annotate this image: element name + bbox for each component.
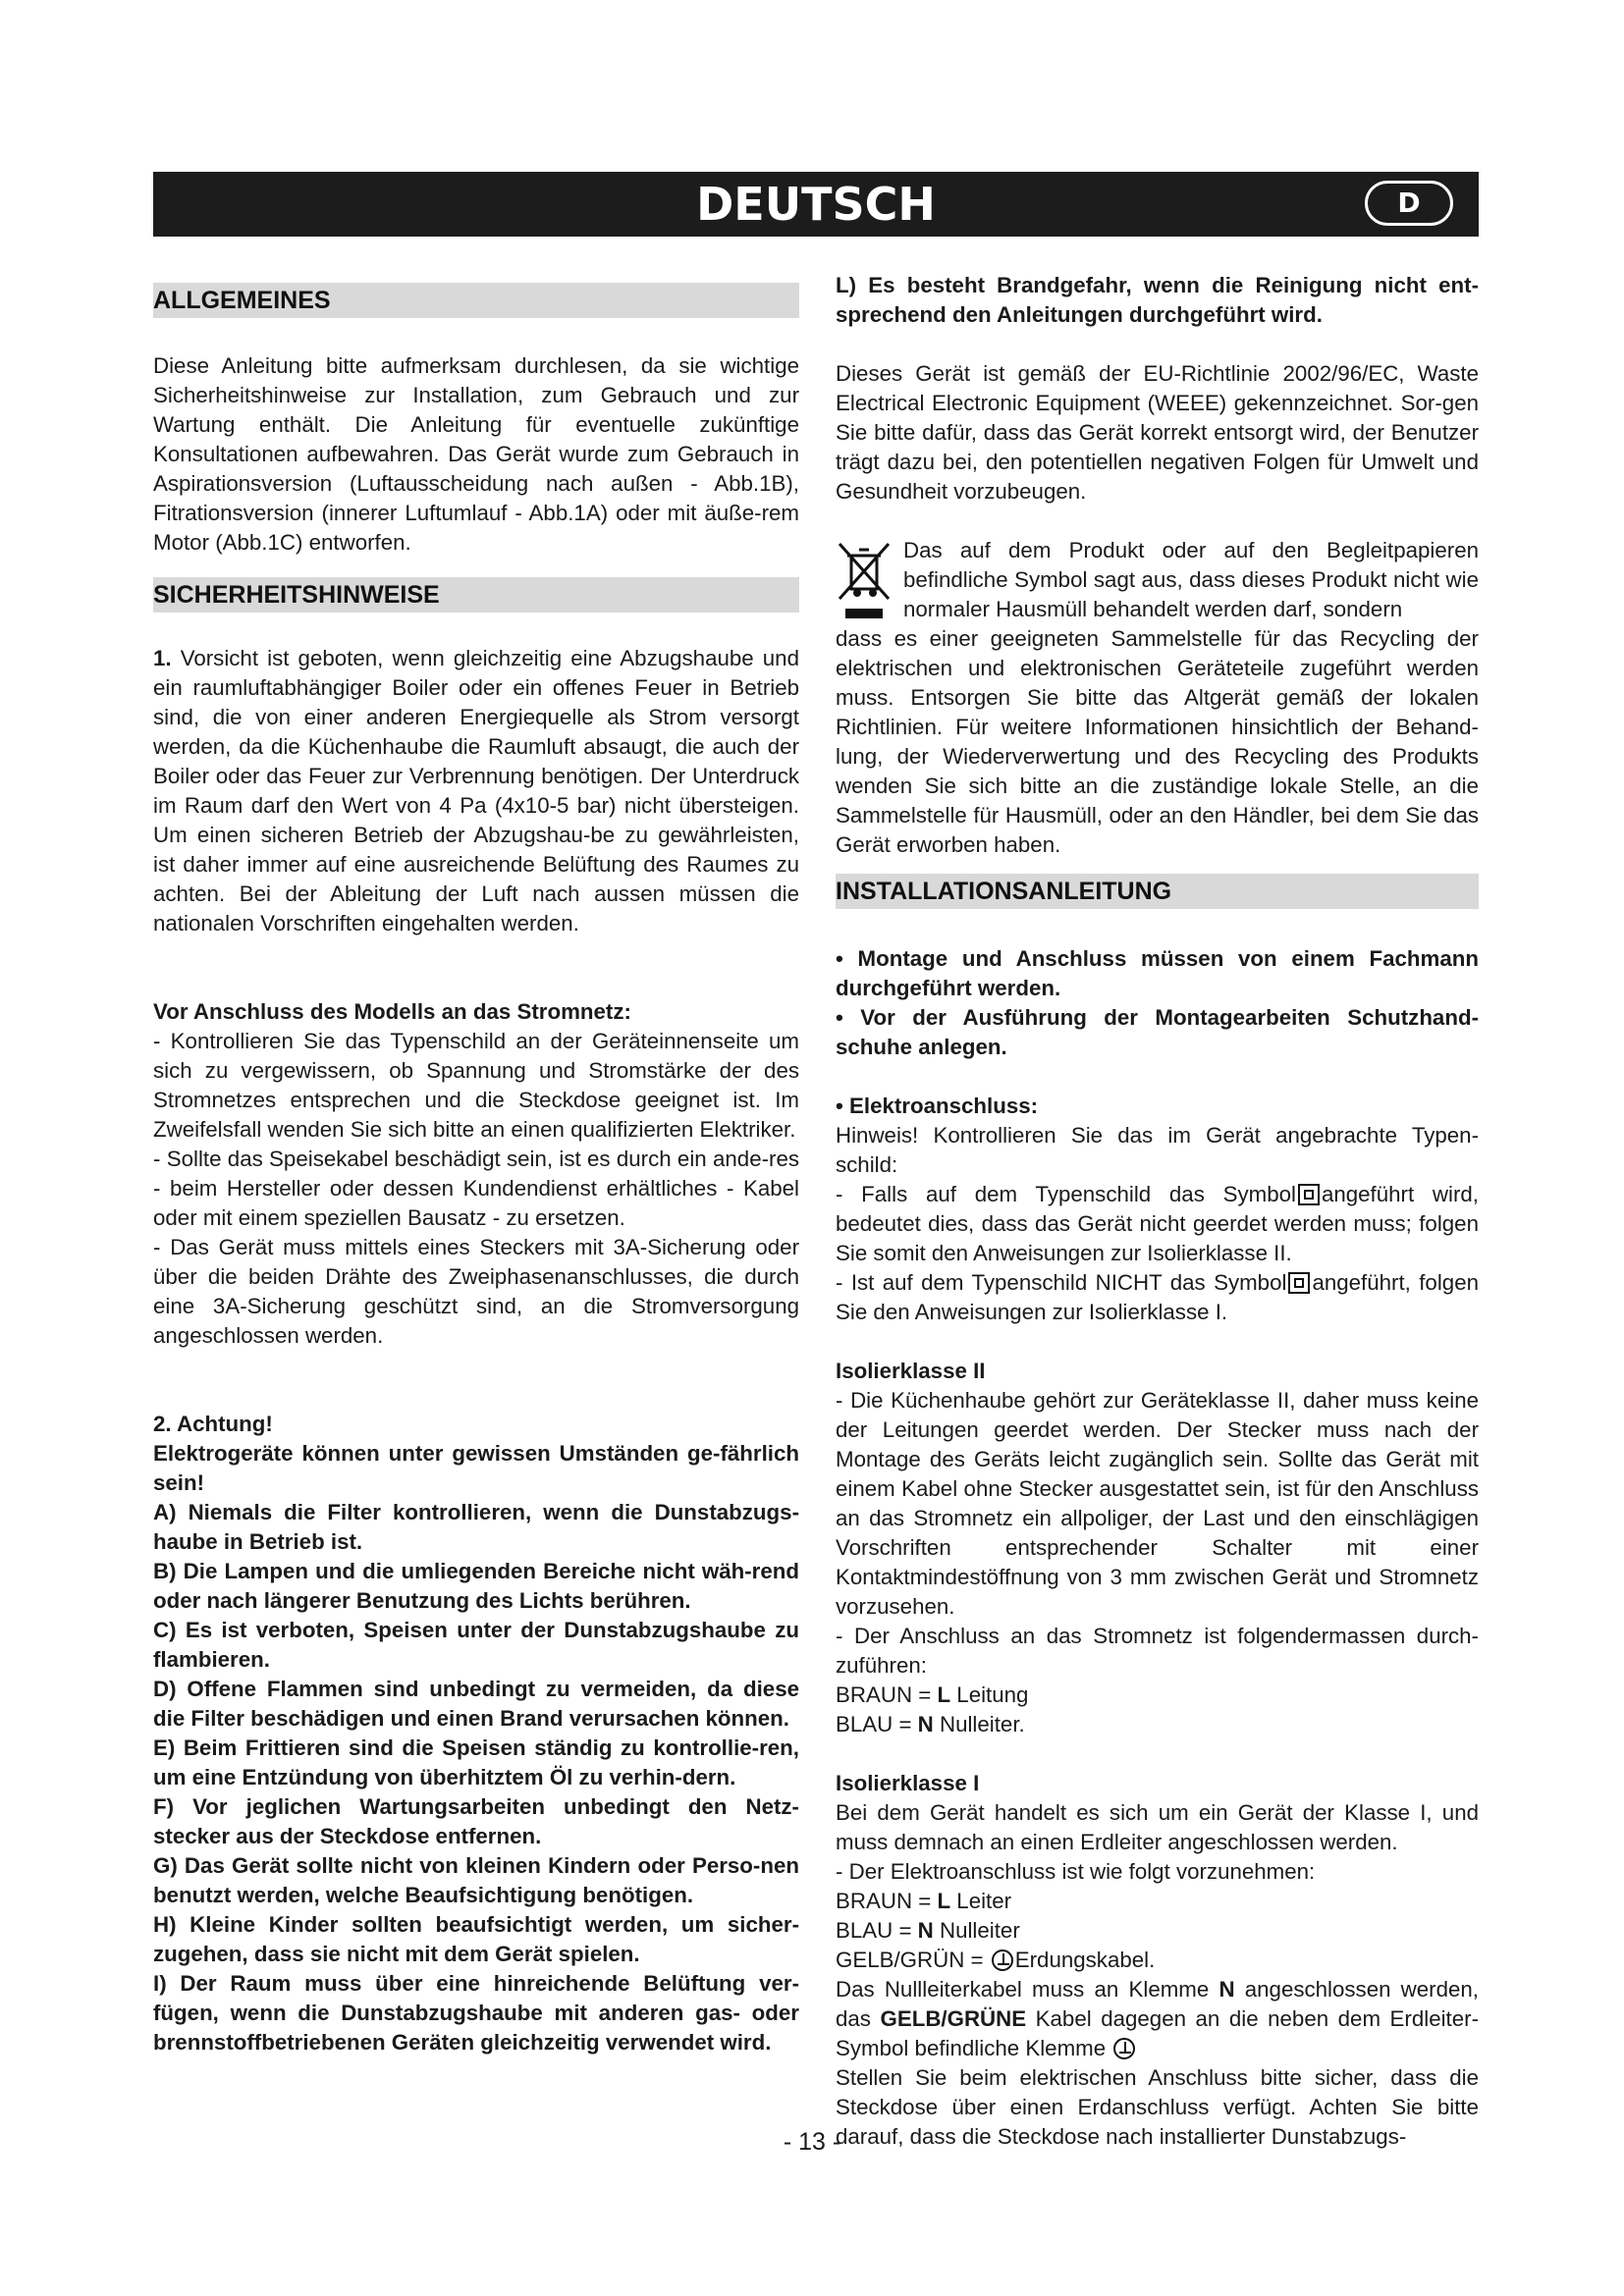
text-span: Leiter xyxy=(950,1889,1012,1913)
achtung-block xyxy=(153,1410,799,2057)
text-span: Das Nullleiterkabel muss an Klemme xyxy=(836,1977,1219,2002)
warning-item: I) Der Raum muss über eine hinreichende Belüftung ver-fügen, wenn die Dunstabzugshaube mit anderen gas- oder brennstoffbetriebenen Geräten gleichzeitig verwendet wird. xyxy=(153,1971,799,2055)
page-number: - 13 - xyxy=(783,2128,841,2156)
item-number: 1. xyxy=(153,646,172,670)
language-banner xyxy=(153,172,1479,237)
anschluss-heading: Vor Anschluss des Modells an das Stromnetz: xyxy=(153,999,631,1024)
section-heading-installation xyxy=(836,874,1479,909)
iso1-paragraph-2: - Der Elektroanschluss ist wie folgt vorzunehmen: xyxy=(836,1859,1316,1884)
text-span: BLAU = xyxy=(836,1918,918,1943)
warning-item: E) Beim Frittieren sind die Speisen ständig zu kontrollie-ren, um eine Entzündung von überhitztem Öl zu verhin-dern. xyxy=(153,1735,799,1789)
warning-item: H) Kleine Kinder sollten beaufsichtigt werden, um sicher-zugehen, dass sie nicht mit dem Gerät spielen. xyxy=(153,1912,799,1966)
class-ii-symbol-icon xyxy=(1288,1272,1310,1294)
warning-item: Elektrogeräte können unter gewissen Umständen ge-fährlich sein! xyxy=(153,1441,799,1495)
warning-item: A) Niemals die Filter kontrollieren, wenn die Dunstabzugs-haube in Betrieb ist. xyxy=(153,1500,799,1554)
text-span: N xyxy=(917,1918,934,1943)
elektro-paragraph-2 xyxy=(836,1180,1479,1268)
elektro-block xyxy=(836,1092,1479,1327)
text-span: N xyxy=(1218,1977,1235,2002)
warning-item: G) Das Gerät sollte nicht von kleinen Kindern oder Perso-nen benutzt werden, welche Beaufsichtigung benötigen. xyxy=(153,1853,799,1907)
warning-item: B) Die Lampen und die umliegenden Bereiche nicht wäh-rend oder nach längerer Benutzung des Lichts berühren. xyxy=(153,1559,799,1613)
paragraph-text: Das auf dem Produkt oder auf den Begleitpapieren befindliche Symbol sagt aus, dass dieses Produkt nicht wie normaler Hausmüll behandelt werden darf, sondern xyxy=(903,538,1479,621)
weee-paragraph-1 xyxy=(836,359,1479,507)
iso2-paragraph-2: - Der Anschluss an das Stromnetz ist folgendermassen durch-zuführen: xyxy=(836,1624,1479,1678)
earth-symbol-icon xyxy=(992,1949,1013,1971)
anschluss-paragraph-3: - Das Gerät muss mittels eines Steckers mit 3A-Sicherung oder über die beiden Drähte des Zweiphasenanschlusses, die durch eine 3A-Sicherung geschützt sind, an die Stromversorgung angeschlossen werden. xyxy=(153,1235,799,1348)
iso1-paragraph-4: Stellen Sie beim elektrischen Anschluss bitte sicher, dass die Steckdose über einen Erdanschluss verfügt. Achten Sie bitte darauf, dass die Steckdose nach installierter Dunstabzugs- xyxy=(836,2065,1479,2149)
anschluss-block xyxy=(153,997,799,1351)
earth-symbol-icon xyxy=(1113,2038,1135,2059)
text-span: - Falls auf dem Typenschild das Symbol xyxy=(836,1182,1296,1206)
anschluss-paragraph-2: - Sollte das Speisekabel beschädigt sein, ist es durch ein ande-res - beim Hersteller oder dessen Kundendienst erhältliches - Kabel oder mit einem speziellen Bausatz - zu ersetzen. xyxy=(153,1147,799,1230)
iso2-wire-blue xyxy=(836,1710,1479,1739)
weee-crossed-bin-icon xyxy=(836,538,894,624)
bullet-item: • Vor der Ausführung der Montagearbeiten Schutzhand-schuhe anlegen. xyxy=(836,1005,1479,1059)
text-span: Erdungskabel. xyxy=(1014,1948,1156,1972)
paragraph-text: Diese Anleitung bitte aufmerksam durchlesen, da sie wichtige Sicherheitshinweise zur Installation, zum Gebrauch und zur Wartung enthält. Die Anleitung für eventuelle zukünftige Konsultationen aufbewahren. Das Gerät wurde zum Gebrauch in Aspirationsversion (Luftausscheidung nach außen - Abb.1B), Fitrationsversion (innerer Luftumlauf - Abb.1A) oder mit äuße-rem Motor (Abb.1C) entworfen. xyxy=(153,353,799,555)
elektro-paragraph-1: Hinweis! Kontrollieren Sie das im Gerät angebrachte Typen-schild: xyxy=(836,1123,1479,1177)
paragraph-text: Dieses Gerät ist gemäß der EU-Richtlinie 2002/96/EC, Waste Electrical Electronic Equipment (WEEE) gekennzeichnet. Sor-gen Sie bitte dafür, dass das Gerät korrekt entsorgt wird, der Benutzer trägt dazu bei, den potentiellen negativen Folgen für Umwelt und Gesundheit vorzubeugen. xyxy=(836,361,1479,504)
safety-item-1 xyxy=(153,644,799,938)
section-heading-sicherheit xyxy=(153,577,799,613)
text-span: - Ist auf dem Typenschild NICHT das Symbol xyxy=(836,1270,1287,1295)
banner-title: DEUTSCH xyxy=(696,178,936,231)
iso1-wire-yellow-green xyxy=(836,1946,1479,1975)
iso1-wire-brown xyxy=(836,1887,1479,1916)
iso2-heading: Isolierklasse II xyxy=(836,1359,986,1383)
install-bullets xyxy=(836,944,1479,1062)
text-span: angeführt wird, bedeutet dies, dass das Gerät nicht geerdet werden muss; folgen Sie somit den Anweisungen zur Isolierklasse II. xyxy=(836,1182,1479,1265)
iso1-wire-blue xyxy=(836,1916,1479,1946)
anschluss-paragraph-1: - Kontrollieren Sie das Typenschild an der Geräteinnenseite um sich zu vergewissern, ob Spannung und Stromstärke der des Stromnetzes entsprechen und die Steckdose geeignet ist. Im Zweifelsfall wenden Sie sich bitte an einen qualifizierten Elektriker. xyxy=(153,1029,799,1142)
text-span: Nulleiter. xyxy=(933,1712,1025,1736)
warning-item: C) Es ist verboten, Speisen unter der Dunstabzugshaube zu flambieren. xyxy=(153,1618,799,1672)
iso1-paragraph-1: Bei dem Gerät handelt es sich um ein Gerät der Klasse I, und muss demnach an einen Erdleiter angeschlossen werden. xyxy=(836,1800,1479,1854)
elektro-heading: • Elektroanschluss: xyxy=(836,1094,1039,1118)
elektro-paragraph-3 xyxy=(836,1268,1479,1327)
section-heading-allgemeines xyxy=(153,283,799,318)
achtung-title: 2. Achtung! xyxy=(153,1412,273,1436)
section-heading-label: INSTALLATIONSANLEITUNG xyxy=(836,878,1172,905)
paragraph-text: dass es einer geeigneten Sammelstelle für das Recycling der elektrischen und elektronischen Geräteteile zugeführt werden muss. Entsorgen Sie bitte das Altgerät gemäß der lokalen Richtlinien. Für weitere Informationen hinsichtlich der Behand-lung, der Wiederverwertung und des Recycling des Produkts wenden Sie sich bitte an die zuständige lokale Stelle, an die Sammelstelle für Hausmüll, oder an den Händler, bei dem Sie das Gerät erworben haben. xyxy=(836,626,1479,857)
text-span: BLAU = xyxy=(836,1712,918,1736)
text-span: L xyxy=(937,1682,951,1707)
isolierklasse-ii-block xyxy=(836,1357,1479,1739)
section-heading-label: SICHERHEITSHINWEISE xyxy=(153,581,440,609)
warning-item-l xyxy=(836,271,1479,330)
text-span: BRAUN = xyxy=(836,1682,938,1707)
iso1-heading: Isolierklasse I xyxy=(836,1771,980,1795)
text-span: GELB/GRÜN = xyxy=(836,1948,990,1972)
text-span: Kabel dagegen an die neben dem Erdleiter-Symbol befindliche Klemme xyxy=(836,2006,1480,2060)
weee-paragraph-2-head xyxy=(903,536,1479,624)
class-ii-symbol-icon xyxy=(1298,1184,1320,1205)
iso1-paragraph-3 xyxy=(836,1975,1479,2063)
item-text: Vorsicht ist geboten, wenn gleichzeitig eine Abzugshaube und ein raumluftabhängiger Boiler oder ein offenes Feuer in Betrieb sind, die von einer anderen Energiequelle als Strom versorgt werden, da die Küchenhaube die Raumluft absaugt, die auch der Boiler oder das Feuer zur Verbrennung benötigen. Der Unterdruck im Raum darf den Wert von 4 Pa (4x10-5 bar) nicht übersteigen. Um einen sicheren Betrieb der Abzugshau-be zu gewährleisten, ist daher immer auf eine ausreichende Belüftung des Raumes zu achten. Bei der Ableitung der Luft nach aussen müssen die nationalen Vorschriften eingehalten werden. xyxy=(153,646,799,935)
language-badge: D xyxy=(1365,181,1453,226)
text-span: Leitung xyxy=(950,1682,1029,1707)
bullet-item: • Montage und Anschluss müssen von einem Fachmann durchgeführt werden. xyxy=(836,946,1479,1000)
text-span: angeschlossen werden, das xyxy=(836,1977,1480,2031)
warning-item: F) Vor jeglichen Wartungsarbeiten unbedingt den Netz-stecker aus der Steckdose entfernen. xyxy=(153,1794,799,1848)
iso2-wire-brown xyxy=(836,1681,1479,1710)
isolierklasse-i-block xyxy=(836,1769,1479,2152)
iso2-paragraph-1: - Die Küchenhaube gehört zur Geräteklasse II, daher muss keine der Leitungen geerdet werden. Der Stecker muss nach der Montage des Geräts leicht zugänglich sein. Sollte das Gerät mit einem Kabel ohne Stecker ausgestattet sein, ist für den Anschluss an das Stromnetz ein allpoliger, der Last und den einschlägigen Vorschriften entsprechender Schalter mit einer Kontaktmindestöffnung von 3 mm zwischen Gerät und Stromnetz vorzusehen. xyxy=(836,1388,1479,1619)
weee-paragraph-2-body xyxy=(836,624,1479,860)
text-span: GELB/GRÜNE xyxy=(880,2006,1027,2031)
text-span: Nulleiter xyxy=(933,1918,1020,1943)
section-heading-label: ALLGEMEINES xyxy=(153,287,331,314)
text-span: N xyxy=(917,1712,934,1736)
allgemeines-paragraph xyxy=(153,351,799,558)
text-span: angeführt, folgen Sie den Anweisungen zur Isolierklasse I. xyxy=(836,1270,1479,1324)
warning-item: L) Es besteht Brandgefahr, wenn die Reinigung nicht ent-sprechend den Anleitungen durchgeführt wird. xyxy=(836,273,1479,327)
text-span: L xyxy=(937,1889,951,1913)
warning-item: D) Offene Flammen sind unbedingt zu vermeiden, da diese die Filter beschädigen und einen Brand verursachen können. xyxy=(153,1677,799,1731)
text-span: BRAUN = xyxy=(836,1889,938,1913)
